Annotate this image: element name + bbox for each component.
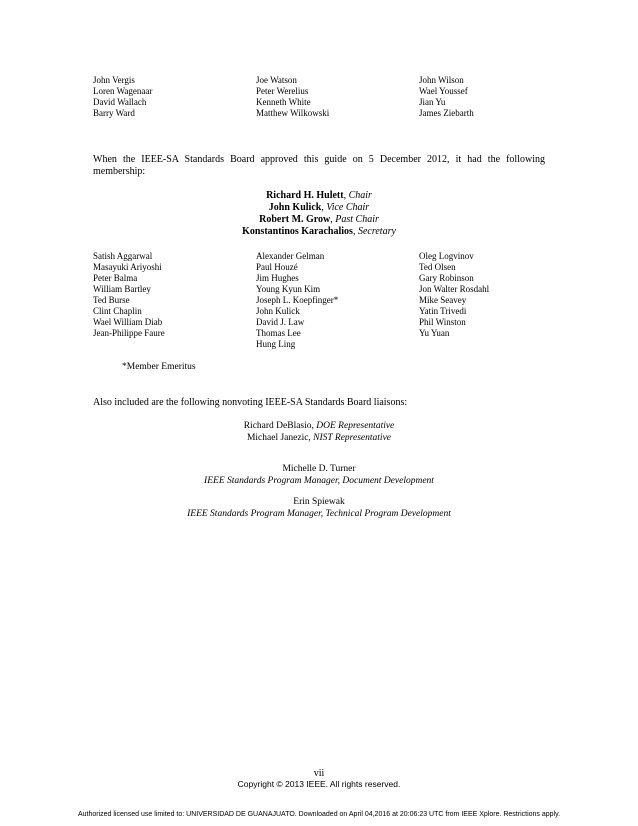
board-officers [0, 190, 638, 238]
voter-name: Barry Ward [93, 108, 135, 118]
voter-name: David Wallach [93, 97, 147, 107]
staff-name: Erin Spiewak [293, 497, 345, 507]
voter-name: James Ziebarth [419, 108, 474, 118]
liaison-role: NIST Representative [313, 433, 392, 443]
member-name: Jean-Philippe Faure [93, 328, 165, 338]
member-name: Peter Balma [93, 273, 138, 283]
staff-name: Michelle D. Turner [282, 464, 356, 474]
voter-list-continued [93, 75, 563, 119]
liaison-list [0, 420, 638, 444]
liaison-role: DOE Representative [316, 421, 395, 431]
member-name: Oleg Logvinov [419, 251, 474, 261]
member-name: Jon Walter Rosdahl [419, 284, 490, 294]
member-name: Ted Olsen [419, 262, 456, 272]
member-name: Joseph L. Koepfinger* [256, 295, 339, 305]
officer-role: Vice Chair [326, 202, 370, 213]
liaisons-intro-paragraph: Also included are the following nonvoting IEEE-SA Standards Board liaisons: [93, 397, 408, 408]
voter-column-2 [256, 75, 419, 119]
voter-column-3 [419, 75, 563, 119]
member-name: Phil Winston [419, 317, 466, 327]
liaison-line: Michael Janezic, NIST Representative [246, 433, 392, 443]
voter-name: Wael Youssef [419, 86, 468, 96]
member-name: Jim Hughes [256, 273, 299, 283]
board-intro-paragraph: When the IEEE-SA Standards Board approved this guide on 5 December 2012, it had the following membership: [93, 154, 545, 177]
officer-name: Richard H. Hulett [266, 190, 344, 201]
officer-line: Konstantinos Karachalios, Secretary [242, 226, 396, 237]
copyright-notice: Copyright © 2013 IEEE. All rights reserved. [237, 779, 401, 789]
member-name: Thomas Lee [256, 328, 301, 338]
member-column-1 [93, 251, 256, 350]
officer-role: Secretary [357, 226, 396, 237]
license-notice: Authorized licensed use limited to: UNIVERSIDAD DE GUANAJUATO. Downloaded on April 04,2016 at 20:06:23 UTC from IEEE Xplore. Restrictions apply. [77, 811, 561, 818]
board-member-list [93, 251, 563, 350]
voter-name: John Vergis [93, 75, 135, 85]
liaison-name: Richard DeBlasio [243, 421, 312, 431]
voter-name: Kenneth White [256, 97, 311, 107]
member-name: Mike Seavey [419, 295, 467, 305]
member-name: Alexander Gelman [256, 251, 325, 261]
voter-name: Joe Watson [256, 75, 297, 85]
liaison-name: Michael Janezic [246, 433, 309, 443]
member-name: Satish Aggarwal [93, 251, 153, 261]
member-name: Gary Robinson [419, 273, 474, 283]
member-name: David J. Law [256, 317, 305, 327]
member-column-2 [256, 251, 419, 350]
officer-name: Konstantinos Karachalios [242, 226, 353, 237]
member-name: John Kulick [256, 306, 300, 316]
member-name: Young Kyun Kim [256, 284, 321, 294]
officer-name: Robert M. Grow [259, 214, 331, 225]
officer-line: Robert M. Grow, Past Chair [259, 214, 379, 225]
member-name: Ted Burse [93, 295, 130, 305]
officer-role: Past Chair [335, 214, 379, 225]
staff-title: IEEE Standards Program Manager, Technical Program Development [187, 509, 451, 519]
officer-role: Chair [348, 190, 372, 201]
officer-line: Richard H. Hulett, Chair [266, 190, 372, 201]
member-name: Yatin Trivedi [419, 306, 467, 316]
officer-line: John Kulick, Vice Chair [268, 202, 370, 213]
voter-name: Matthew Wilkowski [256, 108, 330, 118]
voter-name: Jian Yu [419, 97, 446, 107]
member-name: Wael William Diab [93, 317, 163, 327]
voter-name: Peter Werelius [256, 86, 309, 96]
member-name: Yu Yuan [419, 328, 450, 338]
member-name: Hung Ling [256, 339, 296, 349]
voter-name: Loren Wagenaar [93, 86, 153, 96]
member-name: Clint Chaplin [93, 306, 142, 316]
staff-entry [0, 496, 638, 520]
officer-name: John Kulick [268, 202, 322, 213]
member-column-3 [419, 251, 563, 350]
page-number: vii [313, 768, 325, 779]
liaison-line: Richard DeBlasio, DOE Representative [243, 421, 395, 431]
member-name: William Bartley [93, 284, 151, 294]
member-emeritus-note: *Member Emeritus [122, 362, 196, 372]
voter-column-1 [93, 75, 256, 119]
member-name: Masayuki Ariyoshi [93, 262, 162, 272]
staff-title: IEEE Standards Program Manager, Document Development [204, 476, 434, 486]
staff-entry [0, 463, 638, 487]
member-name: Paul Houzé [256, 262, 298, 272]
voter-name: John Wilson [419, 75, 464, 85]
